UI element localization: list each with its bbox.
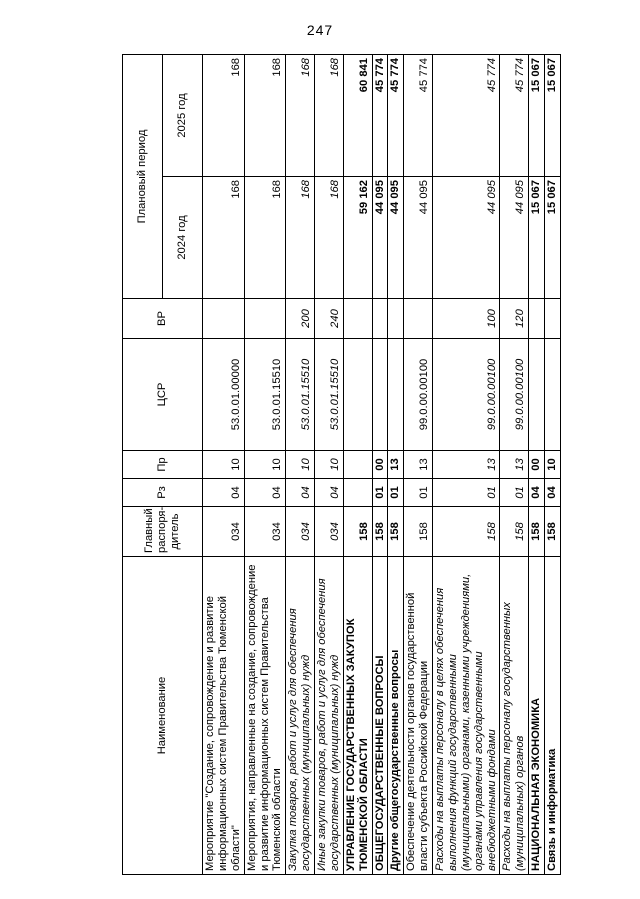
cell-name: УПРАВЛЕНИЕ ГОСУДАРСТВЕННЫХ ЗАКУПОК ТЮМЕНСКОЙ ОБЛАСТИ [343,557,372,875]
cell-vr [545,299,561,339]
cell-rz: 01 [433,479,500,507]
cell-csr: 99.0.00.00100 [500,339,529,451]
cell-name: Мероприятие "Создание, сопровождение и развитие информационных систем Правительства Тюменской области" [203,557,245,875]
cell-csr [529,339,545,451]
header-name: Наименование [123,557,203,875]
cell-csr: 53.0.01.15510 [286,339,315,451]
cell-y2024: 168 [244,177,286,299]
cell-gr: 034 [315,507,344,557]
cell-pr: 10 [203,451,245,479]
table-row [545,54,561,874]
cell-csr: 53.0.01.15510 [315,339,344,451]
cell-pr: 10 [244,451,286,479]
table-row [433,54,500,874]
table-row [244,54,286,874]
cell-vr: 200 [286,299,315,339]
cell-csr: 99.0.00.00100 [404,339,433,451]
document-page [122,55,558,875]
header-2024: 2024 год [163,177,203,299]
cell-name: НАЦИОНАЛЬНАЯ ЭКОНОМИКА [529,557,545,875]
cell-vr [244,299,286,339]
cell-pr: 10 [286,451,315,479]
cell-vr [203,299,245,339]
cell-y2025: 168 [203,54,245,176]
cell-y2025: 60 841 [343,54,372,176]
cell-y2025: 45 774 [388,54,404,176]
table-row [343,54,372,874]
cell-name: Мероприятия, направленные на создание, сопровождение и развитие информационных систем Правительства Тюменской области [244,557,286,875]
cell-pr: 13 [404,451,433,479]
cell-gr: 034 [286,507,315,557]
cell-rz: 04 [315,479,344,507]
header-vr: ВР [123,299,203,339]
cell-rz: 01 [388,479,404,507]
cell-pr [343,451,372,479]
cell-csr: 53.0.01.15510 [244,339,286,451]
budget-table [122,54,561,875]
table-row [315,54,344,874]
table-row [529,54,545,874]
table-row [372,54,388,874]
cell-y2024: 15 067 [529,177,545,299]
cell-gr: 158 [529,507,545,557]
cell-vr [388,299,404,339]
cell-y2024: 168 [203,177,245,299]
cell-y2024: 44 095 [388,177,404,299]
cell-y2024: 44 095 [372,177,388,299]
page-number: 247 [306,22,334,38]
cell-rz: 04 [203,479,245,507]
cell-csr: 53.0.01.00000 [203,339,245,451]
cell-gr: 034 [203,507,245,557]
header-row [123,54,163,874]
cell-gr: 158 [433,507,500,557]
header-pr: Пр [123,451,203,479]
cell-name: Расходы на выплаты персоналу государственных (муниципальных) органов [500,557,529,875]
cell-gr: 158 [500,507,529,557]
cell-rz: 01 [372,479,388,507]
cell-vr: 120 [500,299,529,339]
cell-pr: 10 [545,451,561,479]
cell-y2025: 45 774 [433,54,500,176]
cell-y2024: 44 095 [404,177,433,299]
table-row [404,54,433,874]
cell-name: Закупка товаров, работ и услуг для обеспечения государственных (муниципальных) нужд [286,557,315,875]
cell-gr: 158 [545,507,561,557]
cell-y2024: 168 [286,177,315,299]
table-row [286,54,315,874]
cell-vr: 100 [433,299,500,339]
cell-vr [343,299,372,339]
cell-rz: 04 [529,479,545,507]
cell-vr [404,299,433,339]
cell-gr: 034 [244,507,286,557]
cell-y2025: 45 774 [372,54,388,176]
cell-y2024: 168 [315,177,344,299]
cell-pr: 13 [388,451,404,479]
cell-y2025: 168 [244,54,286,176]
cell-name: Связь и информатика [545,557,561,875]
cell-csr [343,339,372,451]
table-row [203,54,245,874]
cell-vr: 240 [315,299,344,339]
cell-pr: 10 [315,451,344,479]
cell-vr [529,299,545,339]
cell-name: Иные закупки товаров, работ и услуг для обеспечения государственных (муниципальных) нужд [315,557,344,875]
cell-gr: 158 [343,507,372,557]
cell-csr: 99.0.00.00100 [433,339,500,451]
header-2025: 2025 год [163,54,203,176]
cell-pr: 13 [500,451,529,479]
cell-y2025: 45 774 [404,54,433,176]
header-rz: Рз [123,479,203,507]
cell-gr: 158 [388,507,404,557]
rotated-table-container [122,55,558,875]
cell-pr: 00 [372,451,388,479]
cell-vr [372,299,388,339]
cell-rz: 01 [404,479,433,507]
cell-y2025: 168 [286,54,315,176]
cell-rz: 04 [286,479,315,507]
cell-y2024: 44 095 [500,177,529,299]
cell-name: ОБЩЕГОСУДАРСТВЕННЫЕ ВОПРОСЫ [372,557,388,875]
cell-pr: 13 [433,451,500,479]
cell-y2025: 45 774 [500,54,529,176]
table-row [388,54,404,874]
cell-y2024: 15 067 [545,177,561,299]
cell-rz: 04 [244,479,286,507]
cell-y2025: 15 067 [529,54,545,176]
cell-csr [388,339,404,451]
cell-y2025: 168 [315,54,344,176]
cell-csr [545,339,561,451]
cell-csr [372,339,388,451]
header-gr: Главный распоря-дитель [123,507,203,557]
cell-rz: 01 [500,479,529,507]
table-row [500,54,529,874]
cell-gr: 158 [372,507,388,557]
cell-gr: 158 [404,507,433,557]
table-body [203,54,561,874]
cell-y2024: 59 162 [343,177,372,299]
cell-name: Обеспечение деятельности органов государственной власти субъекта Российской Федерации [404,557,433,875]
header-planned-period: Плановый период [123,54,163,298]
cell-y2024: 44 095 [433,177,500,299]
cell-pr: 00 [529,451,545,479]
cell-rz: 04 [545,479,561,507]
cell-name: Расходы на выплаты персоналу в целях обеспечения выполнения функций государственными (муниципальными) органами, казенными учреждениями, органами управления государственными внебюджетными фондами [433,557,500,875]
cell-y2025: 15 067 [545,54,561,176]
cell-rz [343,479,372,507]
header-csr: ЦСР [123,339,203,451]
cell-name: Другие общегосударственные вопросы [388,557,404,875]
